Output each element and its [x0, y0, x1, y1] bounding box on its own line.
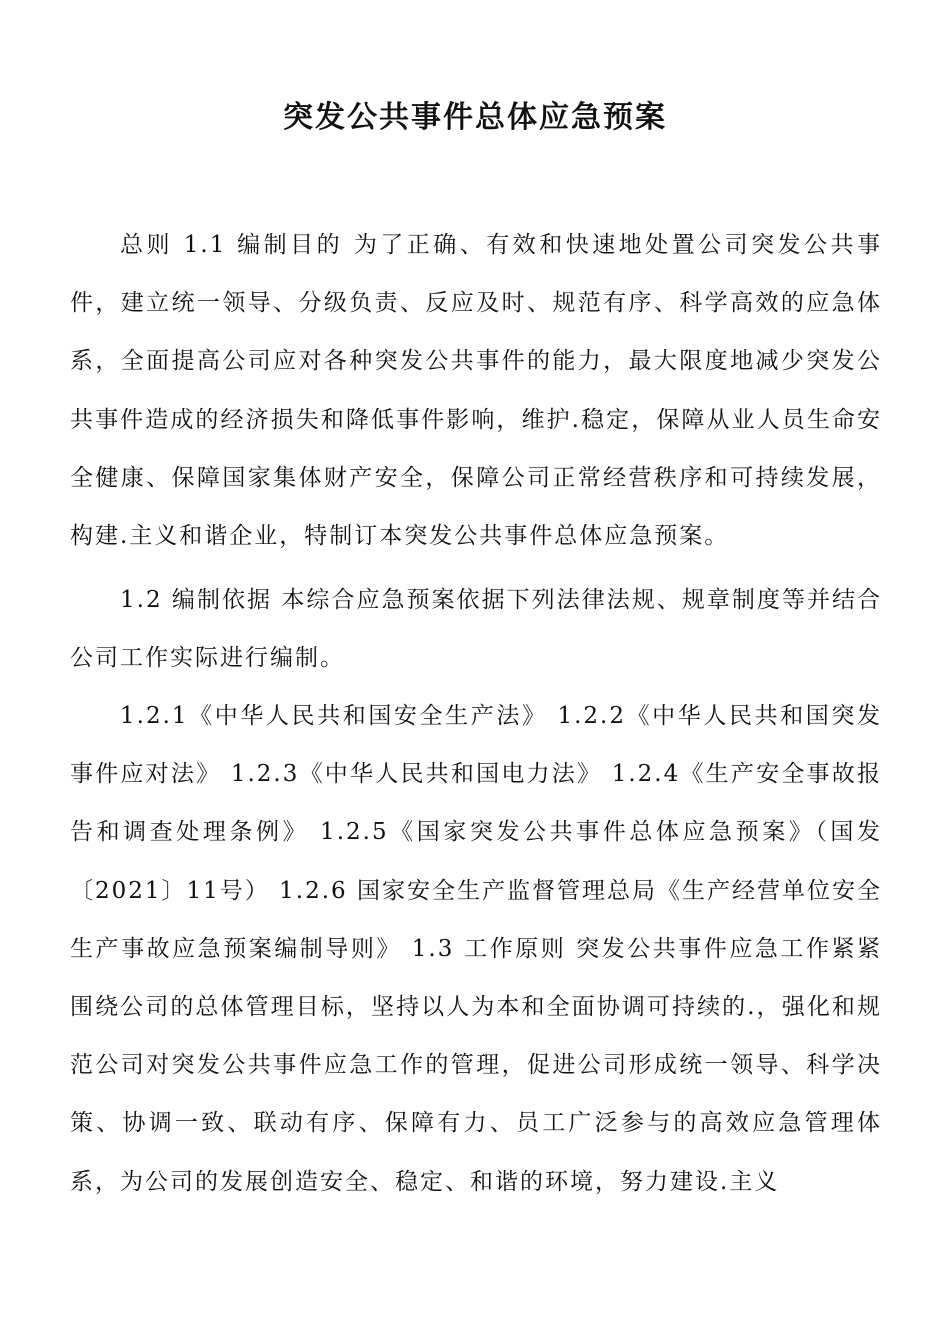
paragraph-general-purpose: 总则 1.1 编制目的 为了正确、有效和快速地处置公司突发公共事件，建立统一领导、分级负责、反应及时、规范有序、科学高效的应急体系，全面提高公司应对各种突发公共事件的能力，最大限度地减少突发公共事件造成的经济损失和降低事件影响，维护.稳定，保障从业人员生命安全健康、保障国家集体财产安全，保障公司正常经营秩序和可持续发展，构建.主义和谐企业，特制订本突发公共事件总体应急预案。: [70, 232, 882, 550]
paragraph-compilation-basis: 1.2 编制依据 本综合应急预案依据下列法律法规、规章制度等并结合公司工作实际进行编制。: [70, 587, 882, 672]
paragraph-laws-and-principles: 1.2.1《中华人民共和国安全生产法》 1.2.2《中华人民共和国突发事件应对法》 1.2.3《中华人民共和国电力法》 1.2.4《生产安全事故报告和调查处理条例》 1.2.5《国家突发公共事件总体应急预案》（国发〔2021〕11号） 1.2.6 国家安全生产监督管理总局《生产经营单位安全生产事故应急预案编制导则》 1.3 工作原则 突发公共事件应急工作紧紧围绕公司的总体管理目标，坚持以人为本和全面协调可持续的.，强化和规范公司对突发公共事件应急工作的管理，促进公司形成统一领导、科学决策、协调一致、联动有序、保障有力、员工广泛参与的高效应急管理体系，为公司的发展创造安全、稳定、和谐的环境，努力建设.主义: [70, 703, 882, 1195]
document-title: 突发公共事件总体应急预案: [283, 100, 667, 135]
